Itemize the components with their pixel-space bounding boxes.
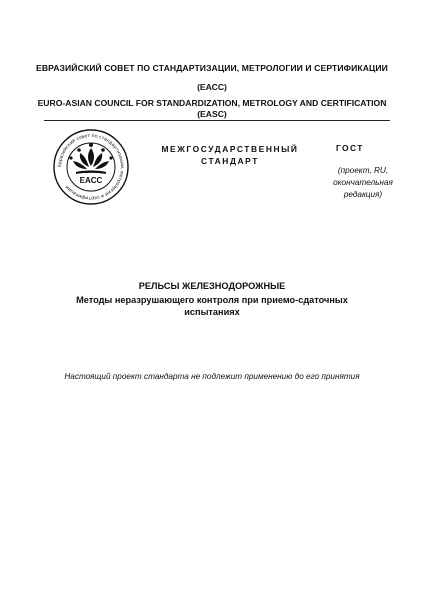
council-abbr-en: (EASC): [197, 109, 227, 119]
draft-notice: Настоящий проект стандарта не подлежит применению до его принятия: [64, 372, 360, 381]
document-subtitle-line1: Методы неразрушающего контроля при приемо-сдаточных: [76, 295, 348, 305]
easc-emblem-icon: [52, 128, 130, 206]
draft-status-line2: окончательная: [333, 178, 393, 187]
logo-ring-text: Евразийский совет по стандартизации, метрологии и сертификации: [57, 133, 125, 201]
draft-status-line3: редакция): [343, 190, 383, 199]
document-subtitle-line2: испытаниях: [184, 307, 240, 317]
logo-text: EACC: [79, 176, 103, 185]
standard-type: [150, 143, 310, 167]
header-divider: [44, 120, 390, 121]
council-name-en: EURO-ASIAN COUNCIL FOR STANDARDIZATION, METROLOGY AND CERTIFICATION: [37, 98, 387, 108]
council-name-ru: ЕВРАЗИЙСКИЙ СОВЕТ ПО СТАНДАРТИЗАЦИИ, МЕТРОЛОГИИ И СЕРТИФИКАЦИИ: [36, 63, 388, 73]
document-subtitle: [60, 294, 364, 318]
draft-status-line1: (проект, RU,: [337, 166, 389, 175]
document-title: РЕЛЬСЫ ЖЕЛЕЗНОДОРОЖНЫЕ: [138, 281, 286, 291]
standard-type-line2: СТАНДАРТ: [201, 156, 259, 166]
draft-status: [330, 165, 396, 201]
council-abbr-ru: (ЕАСС): [197, 82, 227, 92]
standard-type-line1: МЕЖГОСУДАРСТВЕННЫЙ: [161, 144, 299, 154]
standard-code: ГОСТ: [336, 143, 364, 153]
